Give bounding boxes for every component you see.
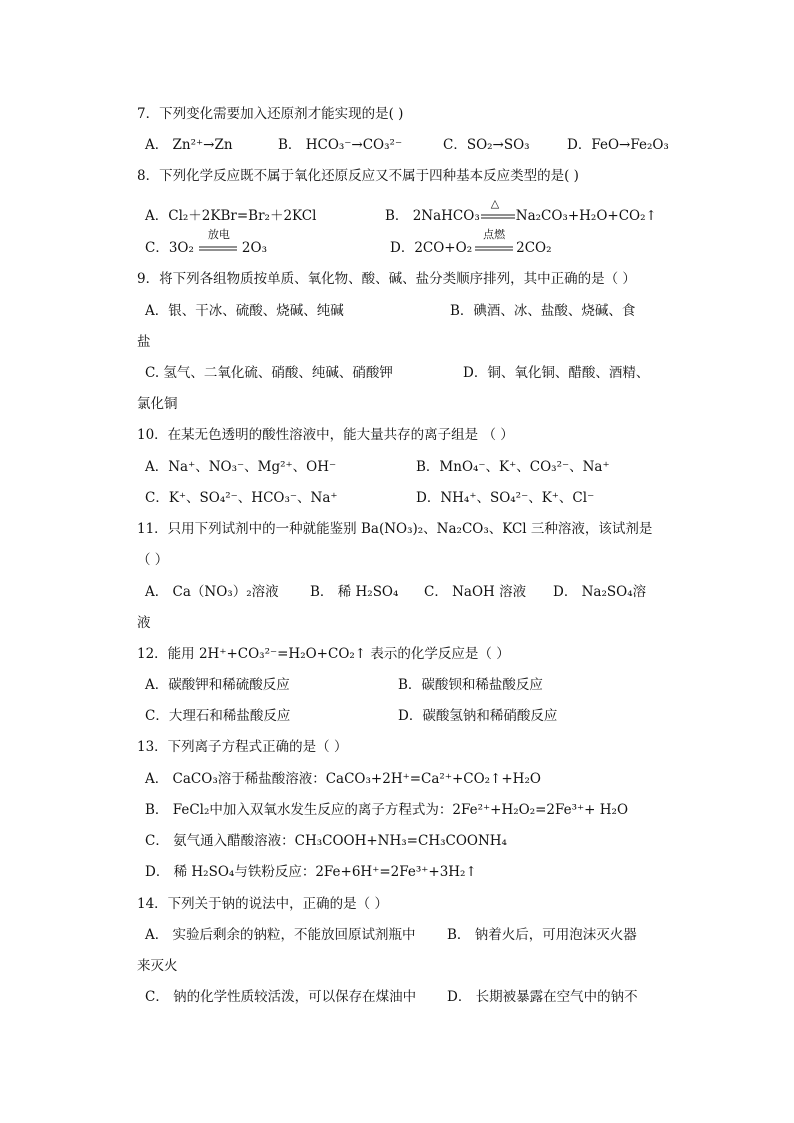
q8-option-a: A．Cl₂＋2KBr=Br₂＋2KCl (145, 208, 317, 224)
q9-option-d: D．铜、氧化铜、醋酸、酒精、 (463, 365, 650, 381)
q12-option-a: A．碳酸钾和稀硫酸反应 (145, 677, 290, 693)
q14-option-a: A． 实验后剩余的钠粒，不能放回原试剂瓶中 (145, 927, 416, 943)
q14-option-b-cont: 来灭火 (137, 958, 178, 974)
q11-option-b: B． 稀 H₂SO₄ (310, 584, 399, 600)
q8-c-condition-arrow (198, 228, 238, 256)
q8-c-reactant: C．3O₂ (145, 240, 194, 256)
q10-option-c: C．K⁺、SO₄²⁻、HCO₃⁻、Na⁺ (145, 490, 338, 506)
q8-d-reactant: D．2CO+O₂ (390, 240, 473, 256)
q9-stem: 9．将下列各组物质按单质、氧化物、酸、碱、盐分类顺序排列，其中正确的是（ ） (137, 271, 636, 287)
q8-b-reactant: B． 2NaHCO₃ (385, 208, 480, 224)
q9-option-a: A．银、干冰、硫酸、烧碱、纯碱 (145, 303, 344, 319)
q10-option-a: A．Na⁺、NO₃⁻、Mg²⁺、OH⁻ (145, 459, 337, 475)
q7-option-c: C．SO₂→SO₃ (443, 137, 530, 153)
q8-c-product: 2O₃ (241, 240, 267, 256)
q9-option-c: C. 氢气、二氧化硫、硝酸、纯碱、硝酸钾 (145, 365, 393, 381)
q14-option-d: D． 长期被暴露在空气中的钠不 (447, 989, 638, 1005)
q7-option-a: A． Zn²⁺→Zn (145, 137, 233, 153)
q8-b-condition: △ (490, 197, 500, 210)
q7-option-d: D．FeO→Fe₂O₃ (567, 137, 669, 153)
q11-stem: 11．只用下列试剂中的一种就能鉴别 Ba(NO₃)₂、Na₂CO₃、KCl 三种溶液，该试剂是 (137, 521, 653, 537)
q13-option-c: C． 氨气通入醋酸溶液：CH₃COOH+NH₃=CH₃COONH₄ (145, 833, 507, 849)
q10-option-d: D．NH₄⁺、SO₄²⁻、K⁺、Cl⁻ (416, 490, 595, 506)
q12-option-c: C．大理石和稀盐酸反应 (145, 708, 291, 724)
q14-stem: 14．下列关于钠的说法中，正确的是（ ） (137, 896, 388, 912)
q13-stem: 13．下列离子方程式正确的是（ ） (137, 739, 348, 755)
q11-stem-cont: （ ） (137, 552, 169, 568)
ignite-arrow-icon (474, 245, 514, 253)
q8-b-condition-arrow (480, 197, 516, 224)
q14-option-c: C． 钠的化学性质较活泼，可以保存在煤油中 (145, 989, 417, 1005)
q11-option-d: D． Na₂SO₄溶 (553, 584, 647, 600)
q7-option-b: B． HCO₃⁻→CO₃²⁻ (278, 137, 403, 153)
q10-stem: 10．在某无色透明的酸性溶液中，能大量共存的离子组是 （ ） (137, 427, 514, 443)
q9-option-b: B．碘酒、冰、盐酸、烧碱、食 (450, 303, 636, 319)
q9-option-b-cont: 盐 (137, 334, 151, 350)
q8-option-d (390, 228, 552, 256)
discharge-arrow-icon (198, 245, 238, 253)
heat-arrow-icon (480, 213, 516, 221)
q8-c-condition: 放电 (207, 228, 230, 241)
q8-d-condition-arrow (474, 228, 514, 256)
q13-option-a: A． CaCO₃溶于稀盐酸溶液：CaCO₃+2H⁺=Ca²⁺+CO₂↑+H₂O (145, 771, 541, 787)
q10-option-b: B．MnO₄⁻、K⁺、CO₃²⁻、Na⁺ (416, 459, 610, 475)
q9-option-d-cont: 氯化铜 (137, 396, 178, 412)
q8-stem: 8．下列化学反应既不属于氧化还原反应又不属于四种基本反应类型的是( ) (137, 168, 579, 184)
q11-option-d-cont: 液 (137, 615, 151, 631)
q12-option-b: B．碳酸钡和稀盐酸反应 (398, 677, 543, 693)
q8-d-condition: 点燃 (483, 228, 506, 241)
q8-d-product: 2CO₂ (516, 240, 552, 256)
q12-option-d: D．碳酸氢钠和稀硝酸反应 (398, 708, 558, 724)
q12-stem: 12．能用 2H⁺+CO₃²⁻=H₂O+CO₂↑ 表示的化学反应是（ ） (137, 646, 510, 662)
q8-option-b (385, 197, 657, 224)
q13-option-b: B． FeCl₂中加入双氧水发生反应的离子方程式为：2Fe²⁺+H₂O₂=2Fe³⁺+ H₂O (145, 802, 629, 818)
q14-option-b: B． 钠着火后，可用泡沫灭火器 (447, 927, 637, 943)
q8-option-c (145, 228, 267, 256)
q8-b-product: Na₂CO₃+H₂O+CO₂↑ (515, 208, 657, 224)
q11-option-c: C． NaOH 溶液 (424, 584, 527, 600)
q7-stem: 7．下列变化需要加入还原剂才能实现的是( ) (137, 106, 404, 122)
q11-option-a: A． Ca（NO₃）₂溶液 (145, 584, 279, 600)
q13-option-d: D． 稀 H₂SO₄与铁粉反应：2Fe+6H⁺=2Fe³⁺+3H₂↑ (145, 864, 477, 880)
